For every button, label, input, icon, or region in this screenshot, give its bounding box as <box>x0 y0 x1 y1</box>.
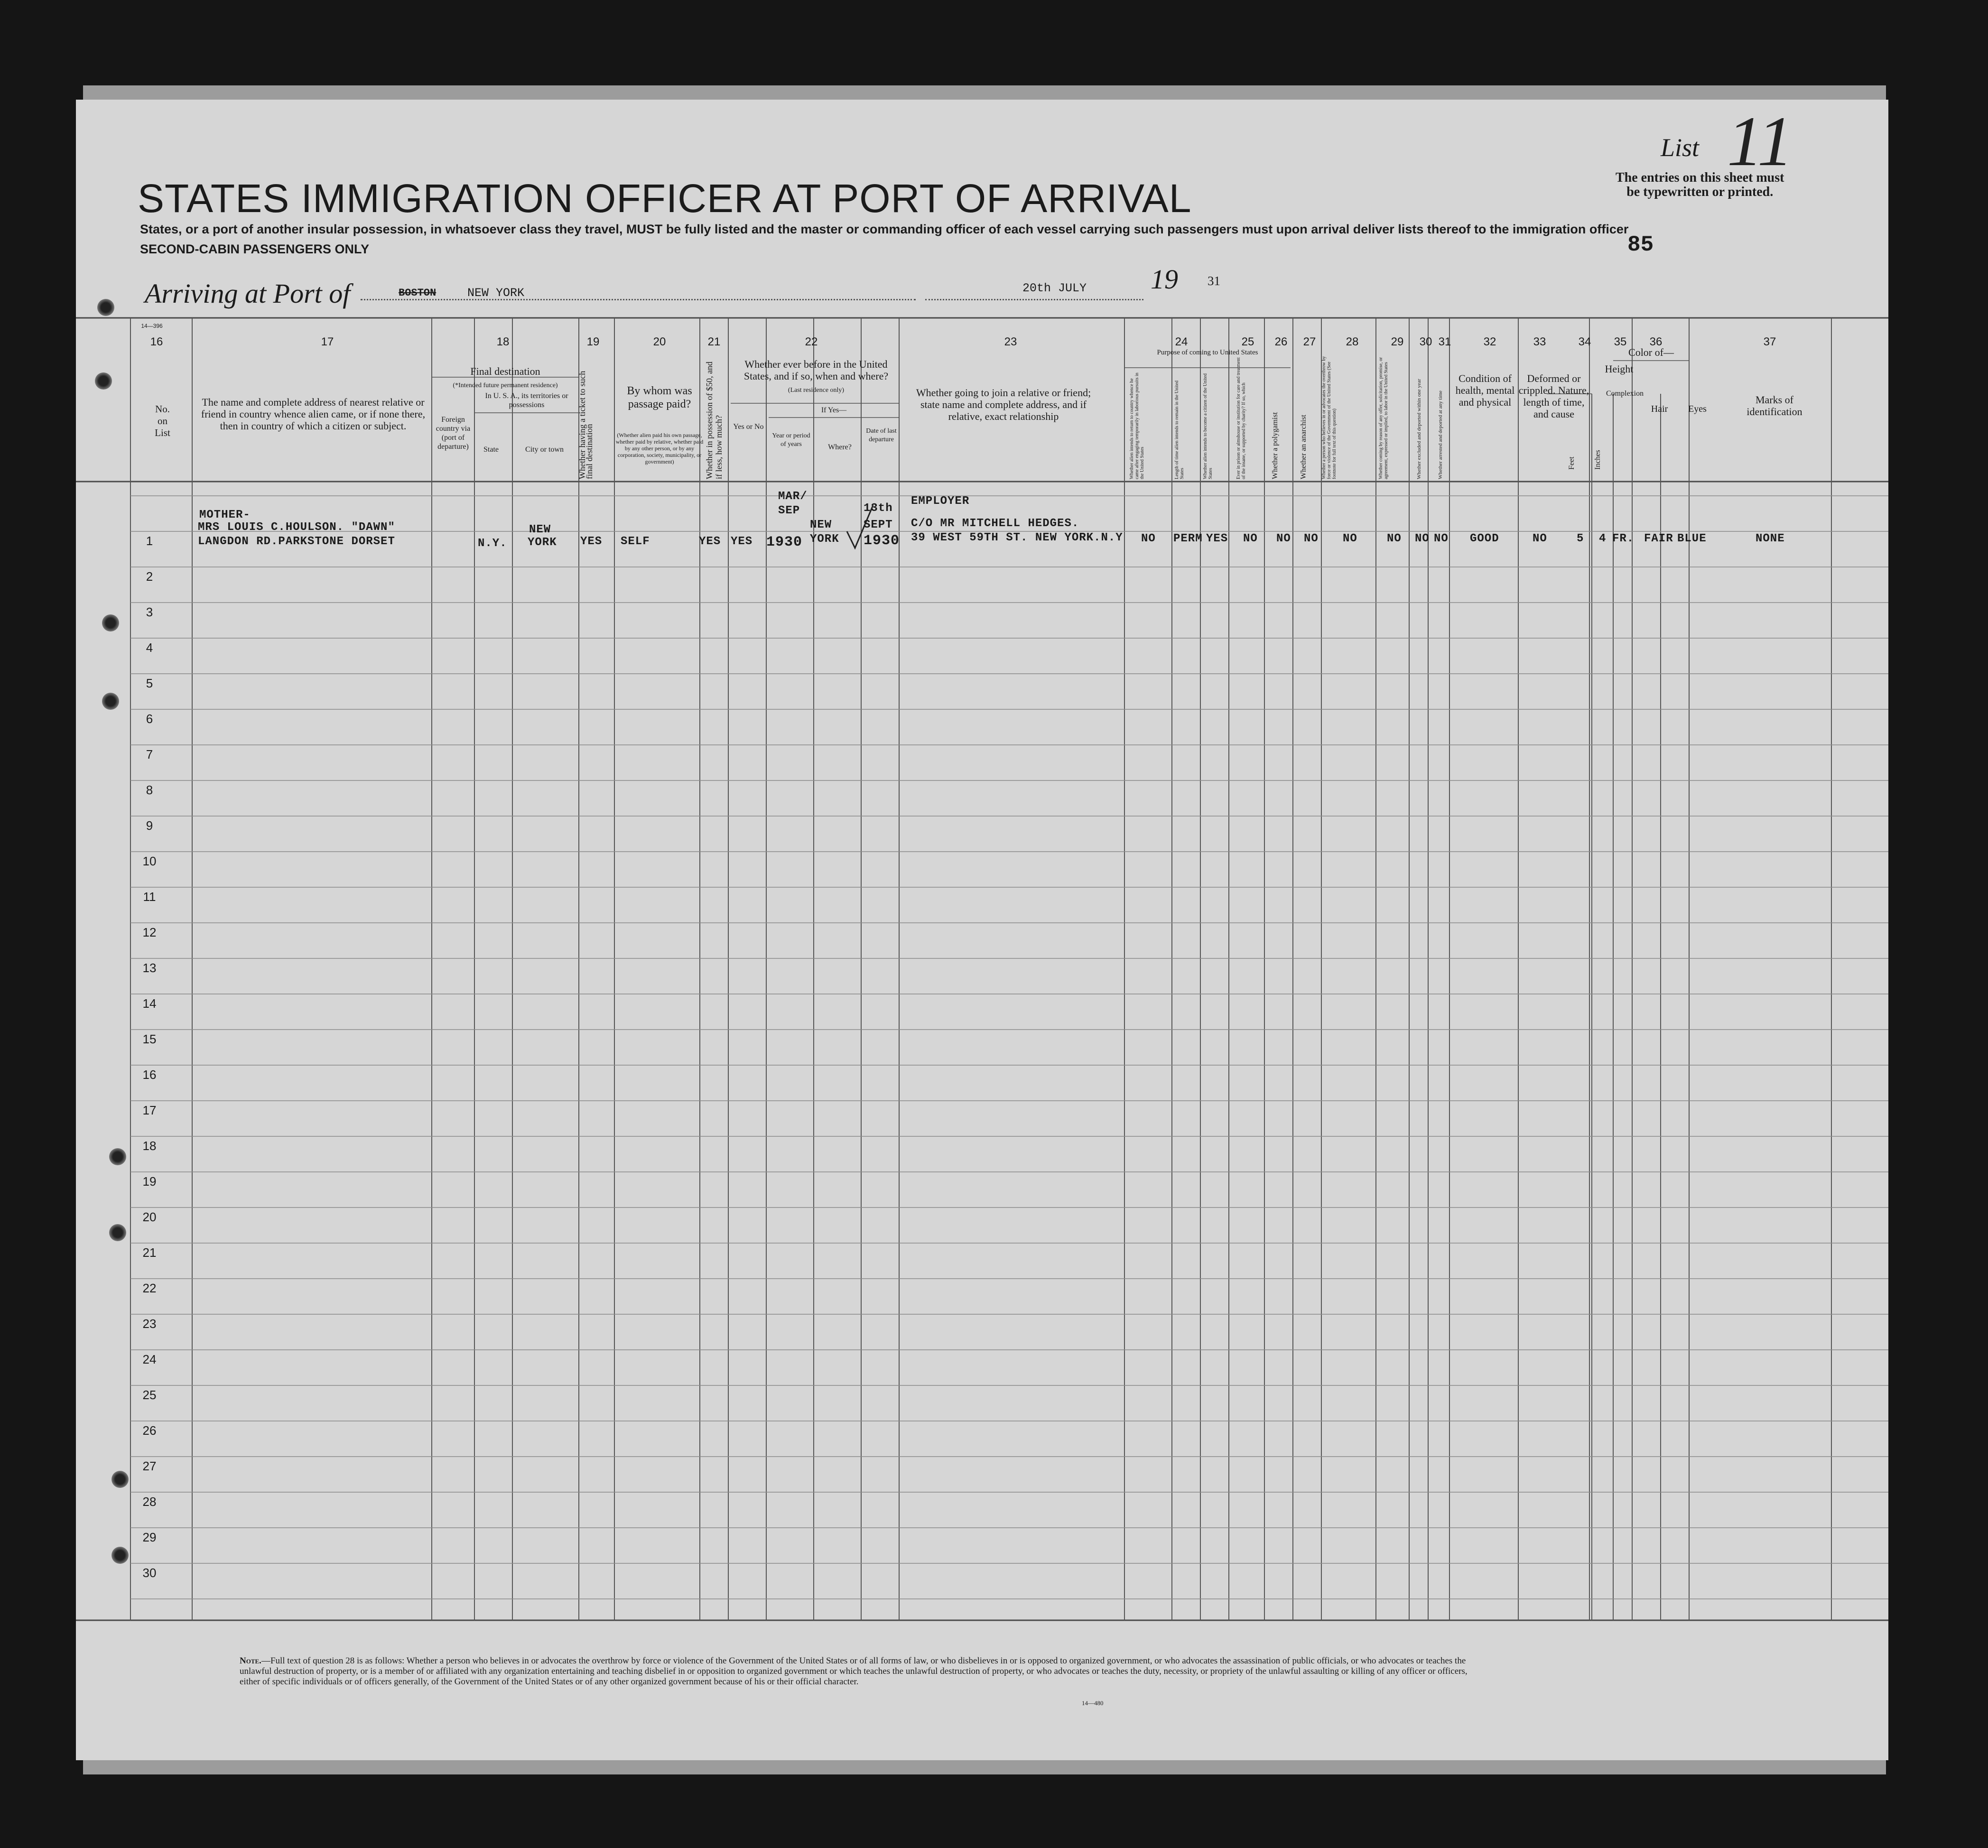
header-purpose: Purpose of coming to United States <box>1157 349 1258 356</box>
entry-period-line2: SEP <box>778 504 800 517</box>
entry-where-line2: YORK <box>810 533 839 546</box>
header-eyes: Eyes <box>1688 404 1707 414</box>
header-before-in-us-note: (Last residence only) <box>788 387 845 394</box>
entry-become-citizen: YES <box>1206 532 1228 545</box>
header-question-28: Whether a person who believes in or advocates the overthrow by force or violence of the Government of the United States (See footnote for full text of this question) <box>1321 356 1337 479</box>
col-number-17: 17 <box>321 335 334 348</box>
port-name: NEW YORK <box>467 286 525 300</box>
entry-polygamist: NO <box>1276 532 1291 545</box>
row-number: 4 <box>146 641 153 655</box>
header-passage-paid: By whom was passage paid? <box>627 385 692 410</box>
header-anarchist: Whether an anarchist <box>1300 415 1308 479</box>
punch-hole <box>111 1471 129 1488</box>
header-state: State <box>483 446 499 454</box>
header-marks: Marks of identification <box>1746 394 1802 418</box>
row-number: 29 <box>142 1530 157 1544</box>
entry-ticket: YES <box>580 535 603 548</box>
entry-length-of-stay: PERM <box>1173 532 1203 545</box>
header-final-destination: Final destination <box>470 365 540 377</box>
header-before-in-us: Whether ever before in the United States, and if so, when and where? <box>743 358 889 382</box>
year-suffix: 31 <box>1208 274 1220 288</box>
col-number-29: 29 <box>1391 335 1404 348</box>
punch-hole <box>102 693 119 710</box>
entry-height-inches: 4 <box>1599 532 1607 545</box>
col-number-18: 18 <box>496 335 510 348</box>
header-year-period: Year or period of years <box>772 432 810 448</box>
col-number-25: 25 <box>1241 335 1254 348</box>
entry-city-line1: NEW <box>529 523 551 536</box>
header-foreign-country: Foreign country via (port of departure) <box>436 416 471 451</box>
col-number-24: 24 <box>1175 335 1188 348</box>
col-number-16: 16 <box>150 335 163 348</box>
entry-complexion: FR. <box>1612 532 1635 545</box>
entry-before-in-us: YES <box>731 535 753 548</box>
form-number: 14—480 <box>1082 1699 1104 1707</box>
header-city: City or town <box>525 446 564 454</box>
col-number-27: 27 <box>1303 335 1316 348</box>
col-number-21: 21 <box>707 335 721 348</box>
entry-has-50: YES <box>699 535 721 548</box>
entry-paid-by: SELF <box>621 535 650 548</box>
entry-relative-address: LANGDON RD.PARKSTONE DORSET <box>198 535 395 548</box>
col-number-37: 37 <box>1763 335 1776 348</box>
entry-departure-month: SEPT <box>864 519 893 531</box>
sheet-number: 85 <box>1627 232 1654 257</box>
row-number: 8 <box>146 783 153 797</box>
header-complexion: Complexion <box>1606 390 1644 398</box>
entry-where-line1: NEW <box>810 519 832 531</box>
entry-question-29: NO <box>1387 532 1402 545</box>
entry-hair: FAIR <box>1644 532 1673 545</box>
header-purpose-citizen: Whether alien intends to become a citizen of the United States <box>1203 373 1213 479</box>
entry-departure-year: 1930 <box>864 533 900 549</box>
punch-hole <box>97 299 114 316</box>
arriving-label: Arriving at Port of <box>145 278 351 309</box>
row-number: 3 <box>146 605 153 619</box>
cabin-class: SECOND-CABIN PASSENGERS ONLY <box>140 242 370 256</box>
typewritten-line-2: be typewritten or printed. <box>1626 185 1774 199</box>
row-number: 1 <box>146 534 153 548</box>
entry-joining-line1: EMPLOYER <box>911 495 970 508</box>
entry-joining-line2: C/O MR MITCHELL HEDGES. <box>911 517 1079 530</box>
form-title: STATES IMMIGRATION OFFICER AT PORT OF ARRIVAL <box>138 176 1192 221</box>
col-number-31: 31 <box>1438 335 1451 348</box>
intro-text: States, or a port of another insular possession, in whatsoever class they travel, MUST be fully listed and the master or commanding officer of each vessel carrying such passengers must upon arrival deliver lists thereof to the immigration officer <box>140 222 1629 236</box>
footnote-question-28 <box>240 1656 1473 1687</box>
row-number: 14 <box>142 996 157 1011</box>
col-number-23: 23 <box>1004 335 1017 348</box>
row-number: 21 <box>142 1245 157 1260</box>
entry-health: GOOD <box>1470 532 1499 545</box>
header-question-29: Whether coming by reason of any offer, solicitation, promise, or agreement, expressed or implied, to labor in the United States <box>1378 357 1389 479</box>
entry-eyes: BLUE <box>1677 532 1707 545</box>
row-number: 26 <box>142 1423 157 1438</box>
header-joining-relative: Whether going to join a relative or friend; state name and complete address, and if relative, exact relationship <box>916 387 1091 422</box>
row-number: 10 <box>142 854 157 868</box>
col-number-33: 33 <box>1533 335 1546 348</box>
col-number-32: 32 <box>1483 335 1496 348</box>
entry-question-30: NO <box>1415 532 1430 545</box>
entry-question-28: NO <box>1343 532 1357 545</box>
header-if-yes: If Yes— <box>821 406 847 414</box>
entry-question-31: NO <box>1434 532 1449 545</box>
header-inches: Inches <box>1594 450 1602 470</box>
header-yes-or-no: Yes or No <box>733 423 764 431</box>
entry-city-line2: YORK <box>528 536 557 549</box>
col-number-30: 30 <box>1419 335 1432 348</box>
col-number-34: 34 <box>1578 335 1591 348</box>
header-ticket: Whether having a ticket to such final destination <box>577 371 594 479</box>
entry-state: N.Y. <box>478 537 507 550</box>
header-hair: Hair <box>1651 404 1668 414</box>
row-number: 13 <box>142 961 157 975</box>
entry-height-feet: 5 <box>1577 532 1584 545</box>
typewritten-instruction <box>1616 171 1784 199</box>
row-number: 12 <box>142 925 157 939</box>
row-number: 9 <box>146 818 153 833</box>
row-number: 27 <box>142 1459 157 1473</box>
date-dotted-line <box>925 299 1143 300</box>
header-purpose-return: Whether alien intends to return to country whence he came after engaging temporarily in laborious pursuits in the United States <box>1129 372 1145 479</box>
row-number: 18 <box>142 1139 157 1153</box>
header-no-on-list: No. on List <box>155 403 170 438</box>
header-date-departure: Date of last departure <box>866 427 897 443</box>
manifest-sheet <box>76 100 1888 1760</box>
header-purpose-length: Length of time alien intends to remain in the United States <box>1174 380 1185 479</box>
typewritten-line-1: The entries on this sheet must <box>1616 170 1784 185</box>
header-feet: Feet <box>1568 456 1576 470</box>
row-number: 5 <box>146 676 153 690</box>
port-struck-out: BOSTON <box>399 287 437 299</box>
header-passage-paid-note: (Whether alien paid his own passage, whether paid by relative, whether paid by any other person, or by any corporation, society, municipality, or government) <box>615 432 704 465</box>
row-number: 7 <box>146 747 153 761</box>
entry-return-temporary: NO <box>1141 532 1156 545</box>
row-number: 19 <box>142 1174 157 1189</box>
header-health: Condition of health, mental and physical <box>1455 372 1515 408</box>
header-height: Height <box>1605 363 1634 375</box>
footnote-text: —Full text of question 28 is as follows: Whether a person who believes in or advocates the overthrow by force or violence of the Government of the United States or of all forms of law, or who disbelieves in or is opposed to organized government, or who advocates the assassination of public officials, or who advocates or teaches the unlawful destruction of property, or is a member of or affiliated with any organization entertaining and teaching disbelief in or opposition to organized government or which teaches the unlawful destruction of property, or who advocates or teaches the duty, necessity, or propriety of the unlawful assaulting or killing of any officer or officers, either of specific individuals or of officers generally, of the Government of the United States or of any other organized government because of his or their official character. <box>240 1656 1468 1687</box>
form-code: 14—396 <box>141 323 163 329</box>
year-prefix: 19 <box>1151 264 1178 295</box>
entry-period-line1: MAR/ <box>778 490 808 503</box>
row-number: 24 <box>142 1352 157 1366</box>
header-question-31: Whether arrested and deported at any time <box>1438 390 1443 479</box>
header-polygamist: Whether a polygamist <box>1271 412 1279 479</box>
punch-hole <box>102 614 119 631</box>
header-50-dollars: Whether in possession of $50, and if less, how much? <box>705 362 724 479</box>
header-deformed: Deformed or crippled. Nature, length of time, and cause <box>1518 372 1589 420</box>
header-question-30: Whether excluded and deported within one year <box>1416 379 1422 479</box>
entry-marks: NONE <box>1756 532 1785 545</box>
row-number: 6 <box>146 712 153 726</box>
header-prison: Ever in prison or almshouse or institution for care and treatment of the insane, or supported by charity? If so, which <box>1236 357 1246 479</box>
row-number: 23 <box>142 1317 157 1331</box>
list-label: List <box>1661 133 1700 162</box>
punch-hole <box>111 1547 129 1564</box>
footnote-lead: Note. <box>240 1656 261 1666</box>
arrival-date: 20th JULY <box>1022 281 1087 295</box>
header-nearest-relative: The name and complete address of nearest relative or friend in country whence alien came, or if none there, then in country of which a citizen or subject. <box>201 396 426 432</box>
port-dotted-line <box>361 299 916 300</box>
header-in-usa: In U. S. A., its territories or possessions <box>485 392 568 409</box>
row-number: 28 <box>142 1495 157 1509</box>
list-number: 11 <box>1727 102 1793 181</box>
row-number: 15 <box>142 1032 157 1046</box>
header-final-destination-note: (*Intended future permanent residence) <box>453 382 558 389</box>
punch-hole <box>95 372 112 390</box>
row-number: 25 <box>142 1388 157 1402</box>
col-number-35: 35 <box>1614 335 1627 348</box>
row-number: 2 <box>146 569 153 584</box>
entry-prison: NO <box>1243 532 1258 545</box>
punch-hole <box>109 1148 126 1165</box>
entry-period-year: 1930 <box>766 534 803 550</box>
row-number: 11 <box>143 890 156 904</box>
header-where: Where? <box>828 443 852 451</box>
col-number-19: 19 <box>586 335 600 348</box>
header-color-of: Color of— <box>1628 346 1674 358</box>
row-number: 22 <box>142 1281 157 1295</box>
col-number-22: 22 <box>805 335 818 348</box>
entry-relation: MOTHER- <box>199 509 251 521</box>
entry-departure-day: 13th <box>864 502 893 515</box>
row-number: 20 <box>142 1210 157 1224</box>
punch-hole <box>109 1224 126 1241</box>
col-number-26: 26 <box>1274 335 1288 348</box>
col-number-36: 36 <box>1649 335 1663 348</box>
col-number-20: 20 <box>653 335 666 348</box>
entry-joining-line3: 39 WEST 59TH ST. NEW YORK.N.Y <box>911 531 1123 544</box>
col-number-28: 28 <box>1346 335 1359 348</box>
row-number: 16 <box>142 1068 157 1082</box>
row-number: 30 <box>142 1566 157 1580</box>
entry-relative-name: MRS LOUIS C.HOULSON. "DAWN" <box>198 521 395 534</box>
entry-deformed: NO <box>1533 532 1547 545</box>
row-number: 17 <box>142 1103 157 1117</box>
entry-anarchist: NO <box>1304 532 1319 545</box>
